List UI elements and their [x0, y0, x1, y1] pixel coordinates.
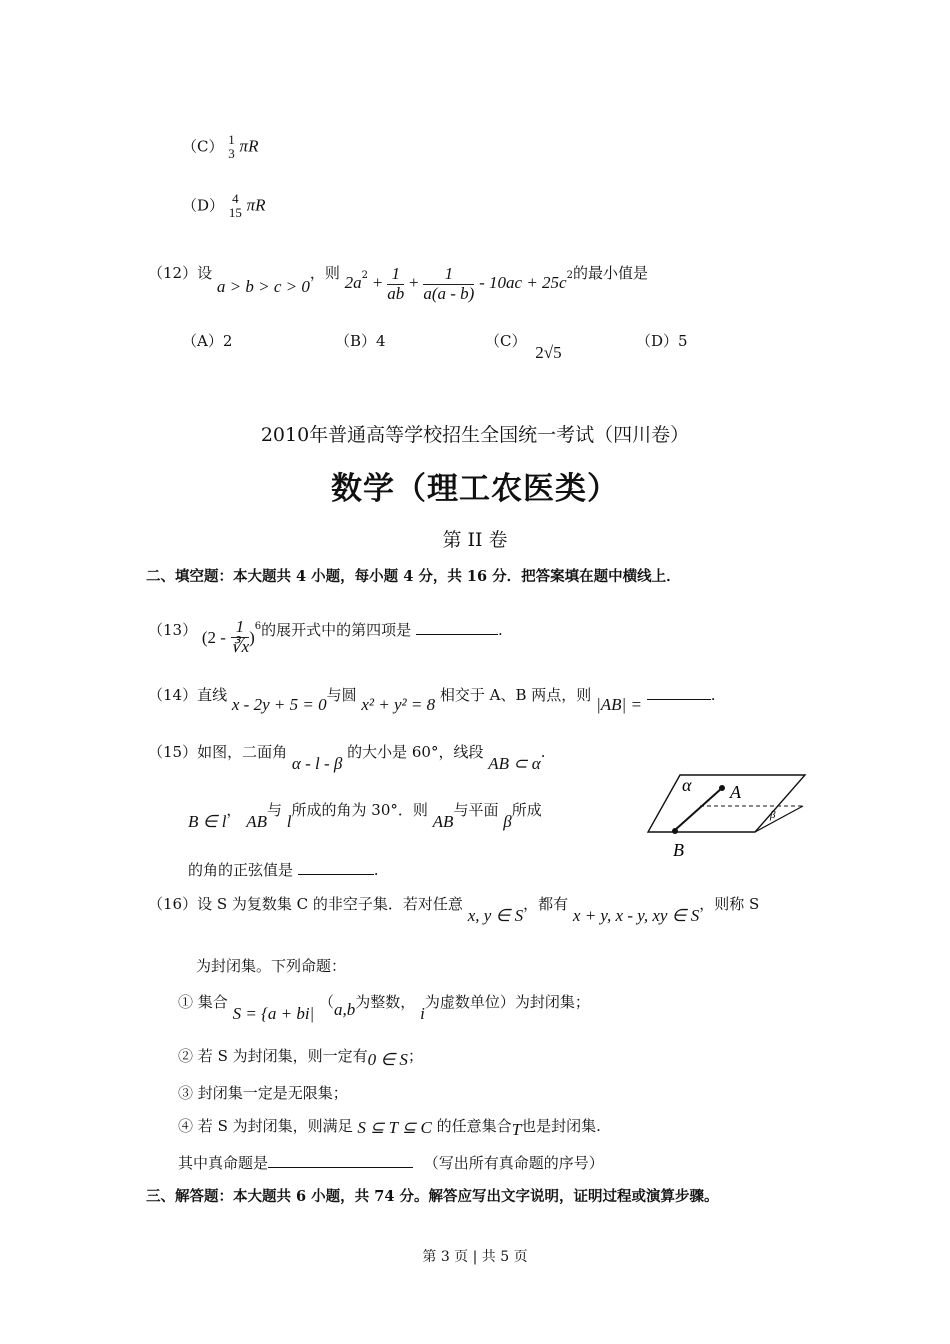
- answer-blank[interactable]: [268, 1151, 413, 1168]
- q11-option-d: [182, 192, 266, 221]
- ab-length: |AB| =: [596, 695, 642, 714]
- q12-option-a: （A）2: [182, 332, 233, 350]
- label-a: A: [730, 782, 741, 802]
- question-16-line-1: （16）设 S 为复数集 C 的非空子集．若对任意 x, y ∈ S，都有 x + y, x - y, xy ∈ S，则称 S: [148, 895, 760, 925]
- q12-option-d: （D）5: [636, 332, 688, 350]
- question-number: （12）: [148, 264, 198, 283]
- dihedral-angle: α - l - β: [291, 754, 343, 773]
- subject-title: 数学（理工农医类）: [331, 471, 619, 507]
- expression: πR: [246, 195, 266, 215]
- point-b: [672, 828, 678, 834]
- question-15-line-1: （15）如图，二面角 α - l - β 的大小是 60°，线段 AB ⊂ α.: [148, 743, 546, 773]
- answer-blank[interactable]: [416, 618, 498, 635]
- q12-option-c: （C） 2√5: [485, 332, 562, 362]
- expression: πR: [239, 136, 259, 156]
- answer-blank[interactable]: [647, 683, 711, 700]
- question-number: （16）: [148, 895, 198, 913]
- fraction: 4 15: [228, 191, 242, 221]
- q11-option-c: [182, 133, 258, 162]
- section-2-heading: 二、填空题：本大题共 4 小题，每小题 4 分，共 16 分．把答案填在题中横线上．: [146, 568, 681, 585]
- page-footer: 第 3 页 | 共 5 页: [422, 1249, 528, 1265]
- option-label: （C）: [182, 137, 224, 156]
- label-beta: β: [770, 809, 776, 821]
- tail-expression: - 10ac + 25c: [479, 273, 567, 293]
- fraction: $\frac{1}{∛x}$: [230, 617, 250, 656]
- question-15-line-2: B ∈ l， AB与 l所成的角为 30°．则 AB与平面 β所成: [188, 801, 542, 831]
- question-12: （12）设 a > b > c > 0，则 $2a^2$ + $\frac{1}{ab}$ + $\frac{1}{a(a - b)}$ - $10ac + 25c^2$的最小值是: [148, 264, 648, 303]
- dihedral-angle-figure: [640, 770, 810, 865]
- answer-blank[interactable]: [298, 858, 374, 875]
- q12-option-b: （B）4: [335, 332, 386, 350]
- label-b: B: [673, 840, 684, 860]
- q16-item-4: ④ 若 S 为封闭集，则满足 S ⊆ T ⊆ C 的任意集合T也是封闭集.: [178, 1117, 601, 1139]
- question-16-line-2: 为封闭集。下列命题：: [196, 957, 347, 975]
- condition: a > b > c > 0: [216, 277, 310, 297]
- line-equation: x - 2y + 5 = 0: [231, 695, 327, 714]
- plane-beta-edge: [755, 806, 803, 832]
- exam-title: 2010年普通高等学校招生全国统一考试（四川卷）: [260, 424, 690, 446]
- plane-alpha: [648, 775, 805, 832]
- segment-relation: AB ⊂ α: [488, 754, 541, 773]
- q16-answer: 其中真命题是 （写出所有真命题的序号）: [178, 1151, 604, 1173]
- option-label: （D）: [182, 196, 225, 215]
- question-number: （15）: [148, 743, 198, 761]
- fraction-1: $\frac{1}{ab}$: [387, 264, 405, 303]
- q16-item-3: ③ 封闭集一定是无限集；: [178, 1084, 348, 1102]
- q16-item-1: ① 集合 S = {a + bi| （a,b为整数， i为虚数单位）为封闭集；: [178, 993, 590, 1023]
- circle-equation: x² + y² = 8: [361, 695, 436, 714]
- volume-title: 第 II 卷: [442, 529, 508, 551]
- question-13: （13） (2 - $\frac{1}{∛x}$ )$^6$的展开式中的第四项是 .: [148, 617, 503, 656]
- fraction: 1 3: [228, 132, 235, 162]
- fraction-2: $\frac{1}{a(a - b)}$: [423, 264, 475, 303]
- term: 2a: [344, 273, 362, 293]
- point-a: [719, 785, 725, 791]
- label-alpha: α: [682, 775, 692, 795]
- question-15-line-3: 的角的正弦值是 .: [188, 858, 379, 880]
- question-number: （14）: [148, 686, 198, 704]
- q16-item-2: ② 若 S 为封闭集，则一定有0 ∈ S；: [178, 1047, 423, 1069]
- question-number: （13）: [148, 621, 198, 640]
- question-14: （14）直线 x - 2y + 5 = 0与圆 x² + y² = 8 相交于 A、B 两点，则 |AB| = .: [148, 683, 716, 705]
- section-3-heading: 三、解答题：本大题共 6 小题，共 74 分。解答应写出文字说明，证明过程或演算步骤。: [146, 1188, 719, 1205]
